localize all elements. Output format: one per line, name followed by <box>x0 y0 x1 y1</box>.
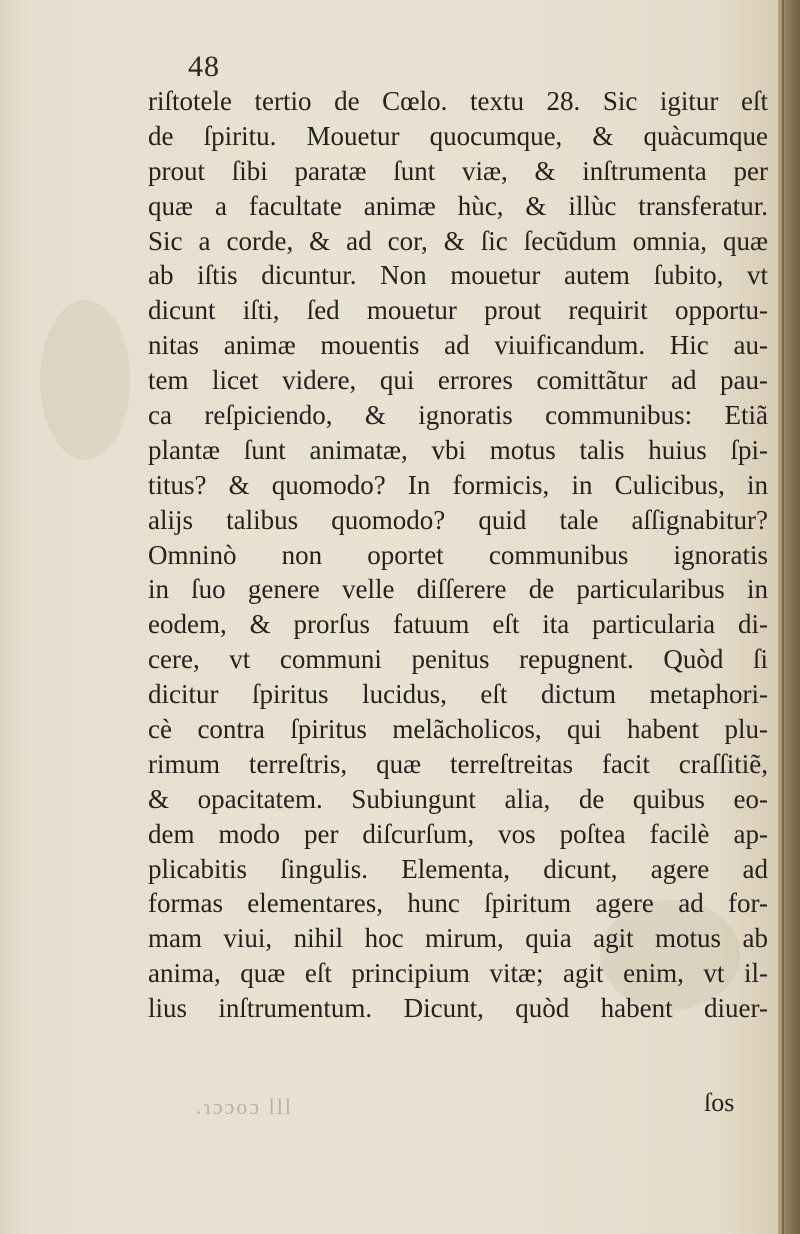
paper-stain <box>40 300 130 460</box>
text-line: nitas animæ mouentis ad viuificandum. Hic au- <box>148 330 768 361</box>
text-line: tem licet videre, qui errores comittãtur ad pau- <box>148 365 768 396</box>
text-line: plantæ ſunt animatæ, vbi motus talis huius ſpi- <box>148 434 768 465</box>
page-number: 48 <box>188 50 220 83</box>
text-line: Omninò non oportet communibus ignoratis <box>148 539 768 570</box>
text-line: dicitur ſpiritus lucidus, eſt dictum metaphori- <box>148 679 768 710</box>
text-line: eodem, & prorſus fatuum eſt ita particularia di- <box>148 609 768 640</box>
text-line: alijs talibus quomodo? quid tale aſſignabitur? <box>148 504 768 535</box>
text-line: & opacitatem. Subiungunt alia, de quibus eo- <box>148 783 768 814</box>
text-line: de ſpiritu. Mouetur quocumque, & quàcumque <box>148 120 768 151</box>
text-line: dem modo per diſcurſum, vos poſtea facilè ap- <box>148 818 768 849</box>
catchword: ſos <box>704 1088 735 1117</box>
book-gutter-edge <box>778 0 800 1234</box>
text-line: plicabitis ſingulis. Elementa, dicunt, agere ad <box>148 853 768 884</box>
text-line: cè contra ſpiritus melãcholicos, qui habent plu- <box>148 714 768 745</box>
text-line: Sic a corde, & ad cor, & ſic ſecũdum omnia, quæ <box>148 225 768 256</box>
text-line: dicunt iſti, ſed mouetur prout requirit opportu- <box>148 295 768 326</box>
body-text <box>148 84 768 1026</box>
text-line: lius inſtrumentum. Dicunt, quòd habent diuer- <box>148 993 768 1024</box>
text-line: formas elementares, hunc ſpiritum agere ad for- <box>148 888 768 919</box>
text-line: titus? & quomodo? In formicis, in Culicibus, in <box>148 469 768 500</box>
text-line: rimum terreſtris, quæ terreſtreitas facit craſſitiẽ, <box>148 748 768 779</box>
text-line: in ſuo genere velle diſſerere de particularibus in <box>148 574 768 605</box>
text-line: quæ a facultate animæ hùc, & illùc transferatur. <box>148 190 768 221</box>
text-line: mam viui, nihil hoc mirum, quia agit motus ab <box>148 923 768 954</box>
show-through-text: .ɿɔɔoɔ lll <box>196 1094 293 1119</box>
text-line: cere, vt communi penitus repugnent. Quòd ſi <box>148 644 768 675</box>
text-line: anima, quæ eſt principium vitæ; agit enim, vt il- <box>148 958 768 989</box>
text-line: riſtotele tertio de Cœlo. textu 28. Sic igitur eſt <box>148 86 768 116</box>
text-line: prout ſibi paratæ ſunt viæ, & inſtrumenta per <box>148 155 768 186</box>
text-line: ab iſtis dicuntur. Non mouetur autem ſubito, vt <box>148 260 768 291</box>
text-line: ca reſpiciendo, & ignoratis communibus: Etiã <box>148 400 768 431</box>
